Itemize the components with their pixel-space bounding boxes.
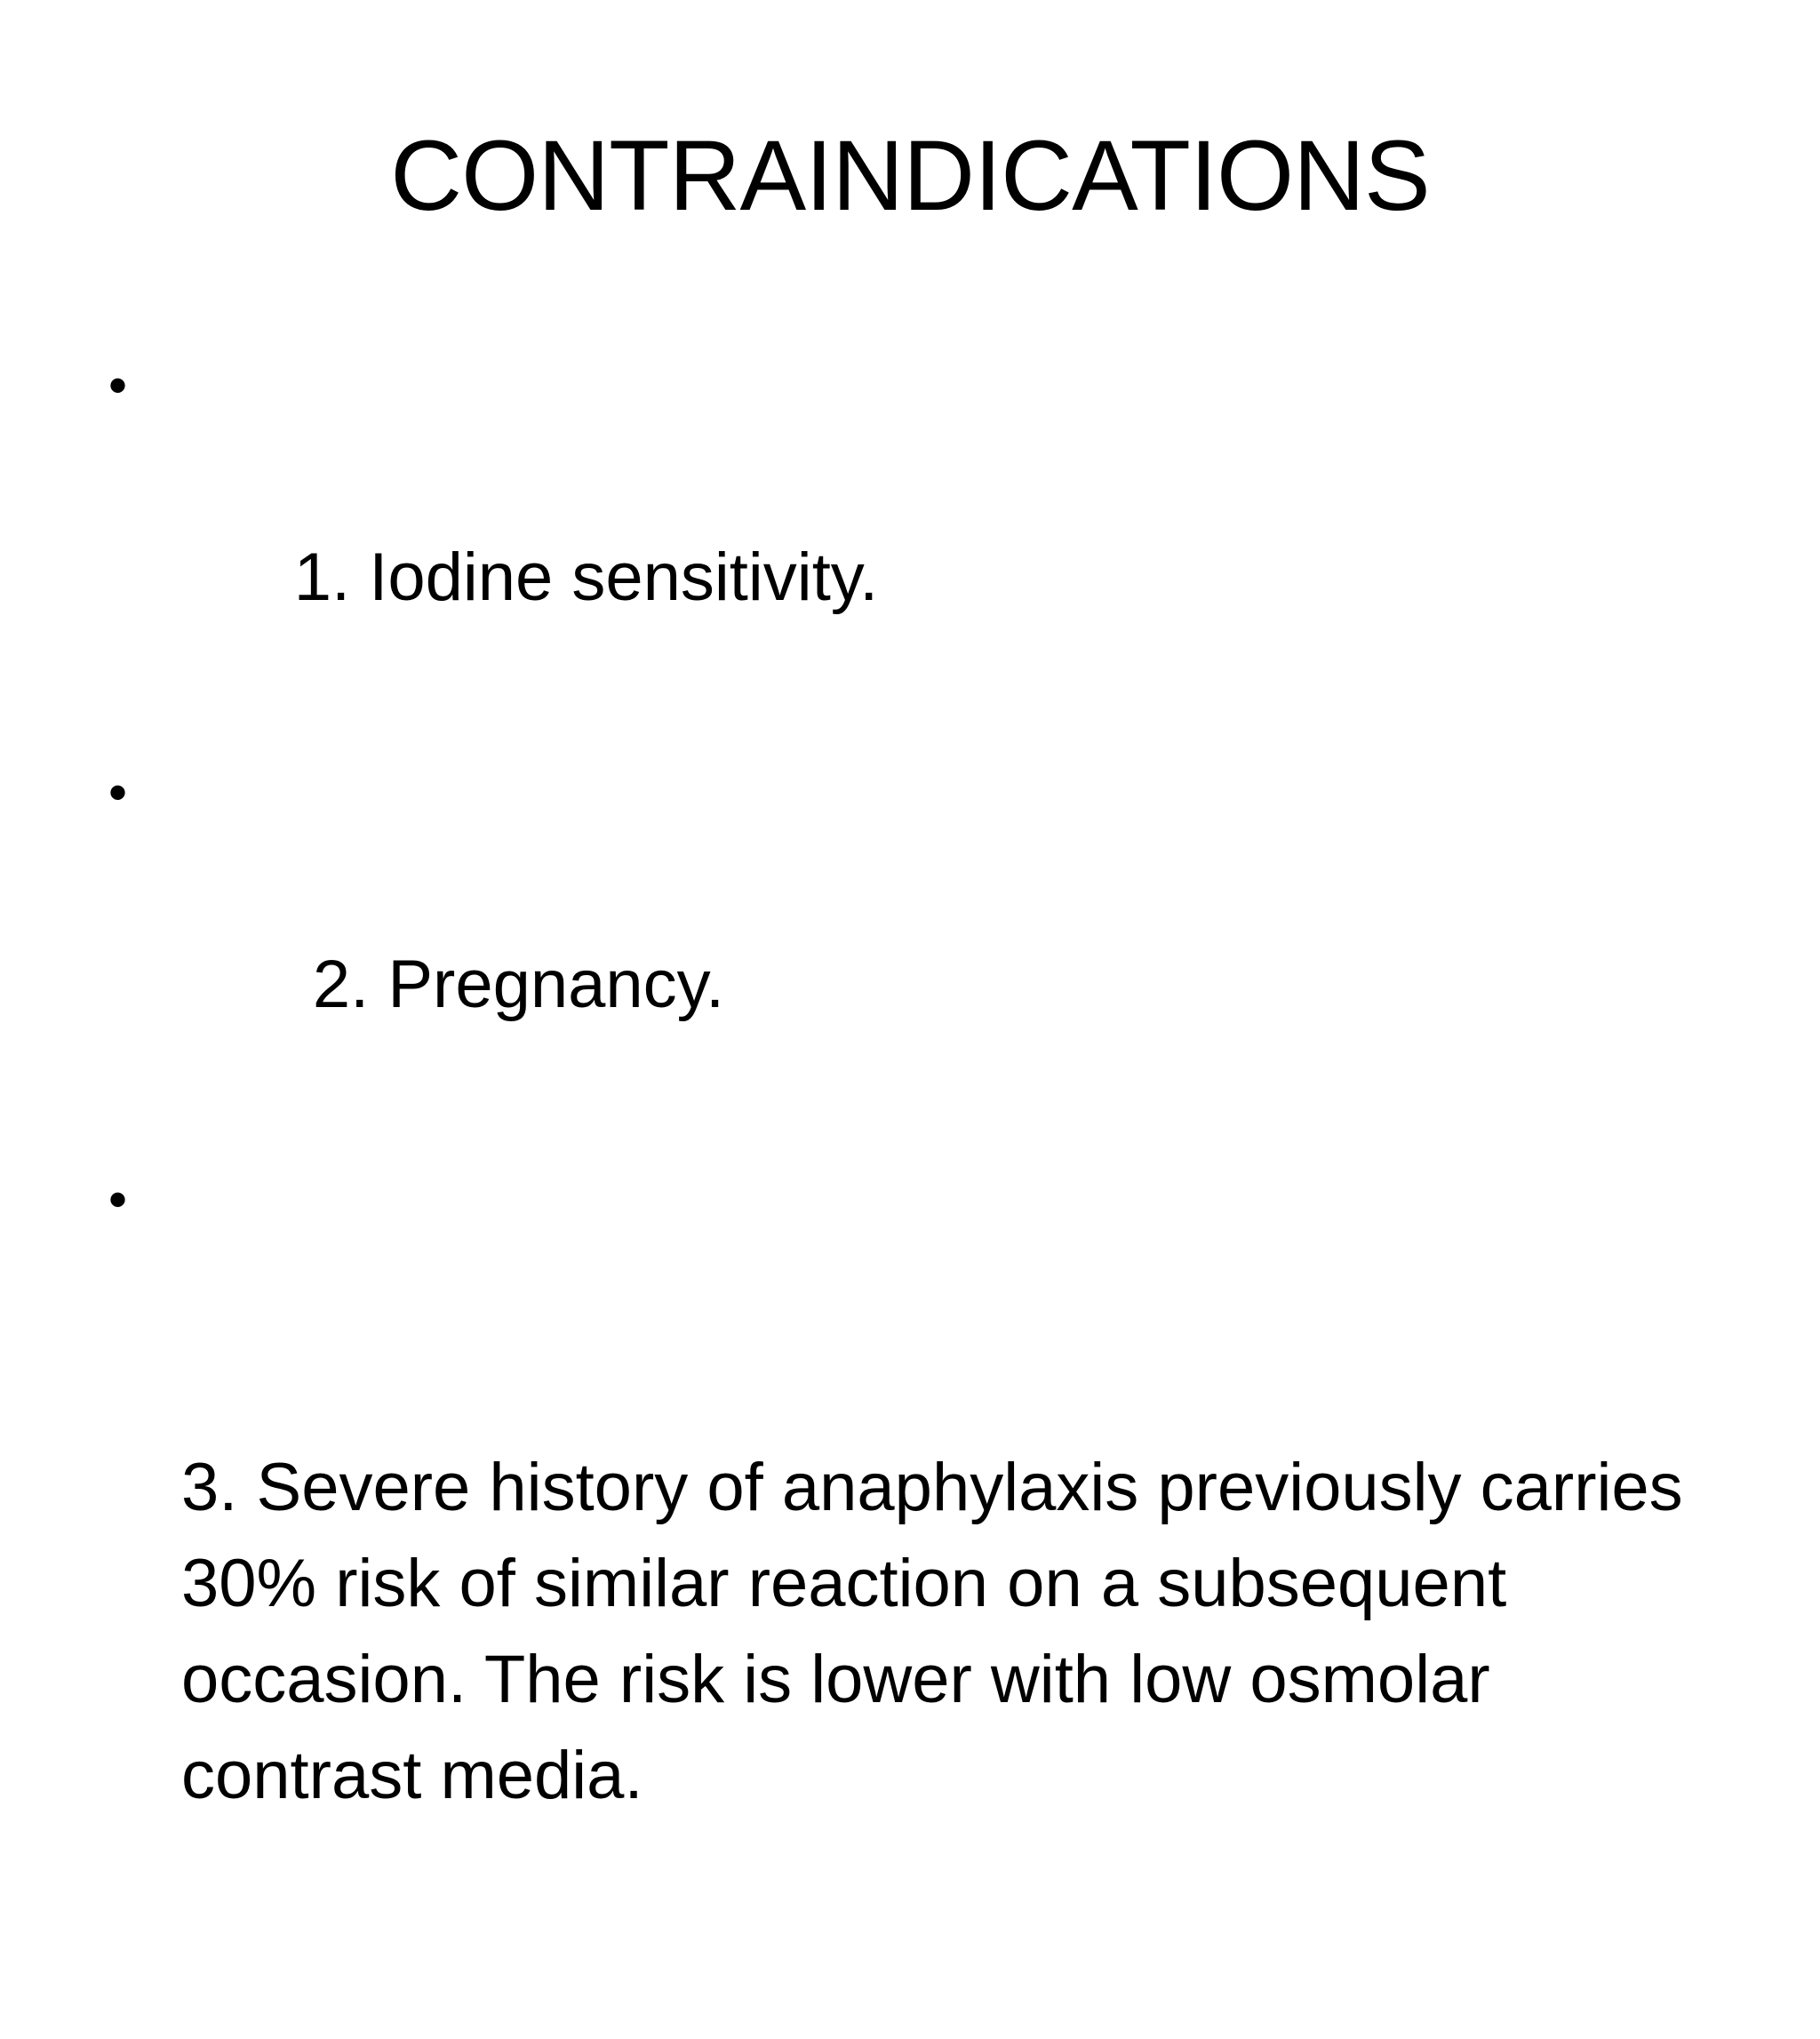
bullet-item-3 [108, 1152, 1708, 2016]
bullet-list [108, 338, 1708, 2039]
bullet-text: 1. Iodine sensitivity. [293, 540, 879, 615]
bullet-item-2 [108, 745, 1708, 1129]
slide-title: CONTRAINDICATIONS [390, 120, 1430, 231]
bullet-dot-icon: • [108, 763, 128, 822]
bullet-dot-icon: • [108, 1170, 128, 1229]
bullet-text: 2. Pregnancy. [293, 947, 725, 1022]
bullet-dot-icon: • [108, 356, 128, 415]
bullet-text: 3. Severe history of anaphylaxis previously carries 30% risk of similar reaction on a subsequent occasion. The risk is lower with low osmolar contrast media. [181, 1450, 1702, 1813]
bullet-item-1 [108, 338, 1708, 722]
